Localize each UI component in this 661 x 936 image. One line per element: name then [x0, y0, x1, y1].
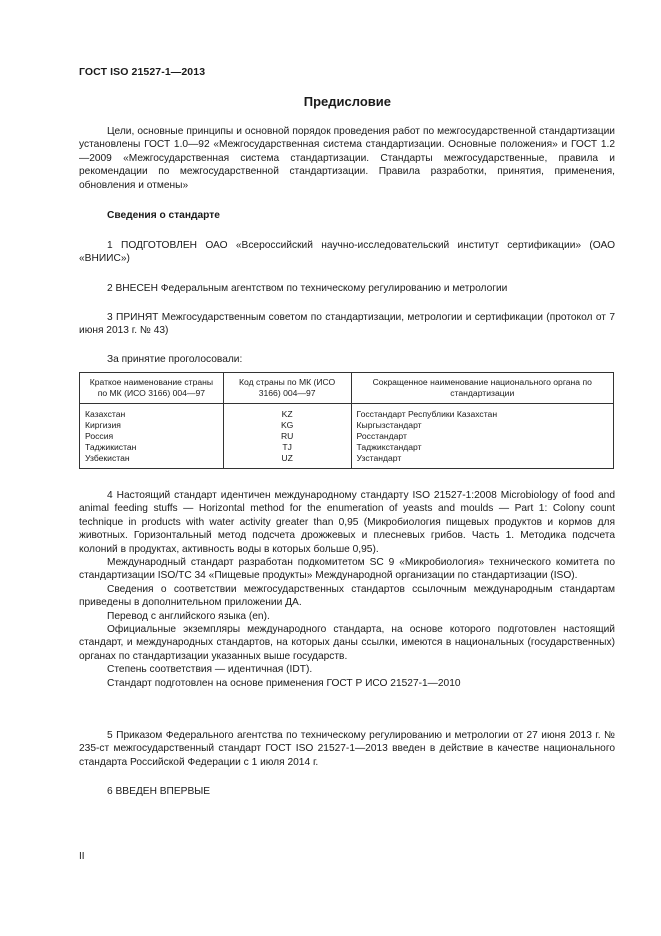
table-cell-body: Таджикстандарт [351, 442, 613, 453]
item-3 [79, 311, 615, 338]
item-5-text: 5 Приказом Федерального агентства по техническому регулированию и метрологии от 27 июня 2013 г. № 235-ст межгосударственный стандарт ГОСТ ISO 21527-1—2013 введен в действие в качестве национального стандарта Российской Федерации с 1 июля 2014 г. [79, 730, 615, 768]
item-4-paragraph: 4 Настоящий стандарт идентичен международному стандарту ISO 21527-1:2008 Microbiology of food and animal feeding stuffs — Horizontal method for the enumeration of yeasts and moulds — Part 1: Colony count technique in products with water activity greater than 0,95 (Микробиология пищевых продуктов и кормов для животных. Горизонтальный метод подсчета дрожжевых и плесневых грибов. Часть 1. Методика подсчета колоний в продуктах, активность воды в которых больше 0,95). [79, 490, 615, 555]
page-title [0, 94, 661, 109]
item-4-paragraph: Сведения о соответствии межгосударственных стандартов ссылочным международным стандартам приведены в дополнительном приложении ДА. [79, 583, 615, 609]
table-row [80, 453, 614, 469]
table-cell-country: Узбекистан [80, 453, 224, 469]
table-cell-country: Казахстан [80, 404, 224, 421]
section-heading [79, 209, 615, 222]
voting-table [79, 372, 614, 469]
vote-caption-text: За принятие проголосовали: [107, 354, 243, 365]
table-cell-country: Россия [80, 431, 224, 442]
page-number: II [79, 851, 85, 862]
section-heading-text: Сведения о стандарте [107, 210, 220, 221]
item-4-paragraph: Международный стандарт разработан подкомитетом SC 9 «Микробиология» технического комитета по стандартизации ISO/TC 34 «Пищевые продукты» Международной организации по стандартизации (ISO). [79, 557, 615, 582]
table-header-row [80, 373, 614, 404]
item-2-text: 2 ВНЕСЕН Федеральным агентством по техническому регулированию и метрологии [107, 283, 508, 294]
table-row [80, 420, 614, 431]
table-cell-code: KG [223, 420, 351, 431]
table-cell-body: Госстандарт Республики Казахстан [351, 404, 613, 421]
table-cell-code: UZ [223, 453, 351, 469]
item-1 [79, 239, 615, 266]
intro-paragraph [79, 125, 615, 192]
item-4 [79, 489, 615, 690]
item-4-paragraph: Официальные экземпляры международного стандарта, на основе которого подготовлен настоящий стандарт, и международных стандартов, на которых даны ссылки, имеются в национальных (государственных) органах по стандартизации указанных выше государств. [79, 624, 615, 662]
item-4-paragraph: Стандарт подготовлен на основе применения ГОСТ Р ИСО 21527-1—2010 [107, 677, 461, 689]
item-2 [79, 282, 615, 295]
item-4-paragraph: Перевод с английского языка (en). [107, 610, 270, 622]
item-4-paragraph: Степень соответствия — идентичная (IDT). [107, 664, 313, 676]
table-header-country: Краткое наименование страны по МК (ИСО 3166) 004—97 [80, 373, 224, 404]
page-title-text: Предисловие [303, 94, 391, 109]
item-1-text: 1 ПОДГОТОВЛЕН ОАО «Всероссийский научно-исследовательский институт сертификации» (ОАО «ВНИИС») [79, 240, 615, 265]
item-3-text: 3 ПРИНЯТ Межгосударственным советом по стандартизации, метрологии и сертификации (протокол от 7 июня 2013 г. № 43) [79, 312, 615, 337]
table-cell-body: Росстандарт [351, 431, 613, 442]
table-header-code: Код страны по МК (ИСО 3166) 004—97 [223, 373, 351, 404]
table-cell-body: Узстандарт [351, 453, 613, 469]
table-row [80, 442, 614, 453]
table-header-body: Сокращенное наименование национального органа по стандартизации [351, 373, 613, 404]
table-cell-code: RU [223, 431, 351, 442]
table-cell-body: Кыргызстандарт [351, 420, 613, 431]
table-cell-country: Таджикистан [80, 442, 224, 453]
table-row [80, 404, 614, 421]
table-cell-code: KZ [223, 404, 351, 421]
vote-caption [79, 353, 615, 366]
table-cell-code: TJ [223, 442, 351, 453]
table-cell-country: Киргизия [80, 420, 224, 431]
item-6-text: 6 ВВЕДЕН ВПЕРВЫЕ [107, 786, 211, 797]
item-6 [79, 785, 615, 798]
item-5 [79, 729, 615, 769]
table-row [80, 431, 614, 442]
intro-text: Цели, основные принципы и основной порядок проведения работ по межгосударственной стандартизации установлены ГОСТ 1.0—92 «Межгосударственная система стандартизации. Основные положения» и ГОСТ 1.2—2009 «Межгосударственная система стандартизации. Стандарты межгосударственные, правила и рекомендации по межгосударственной стандартизации. Правила разработки, принятия, применения, обновления и отмены» [79, 126, 615, 191]
standard-code-header: ГОСТ ISO 21527-1—2013 [79, 66, 206, 78]
